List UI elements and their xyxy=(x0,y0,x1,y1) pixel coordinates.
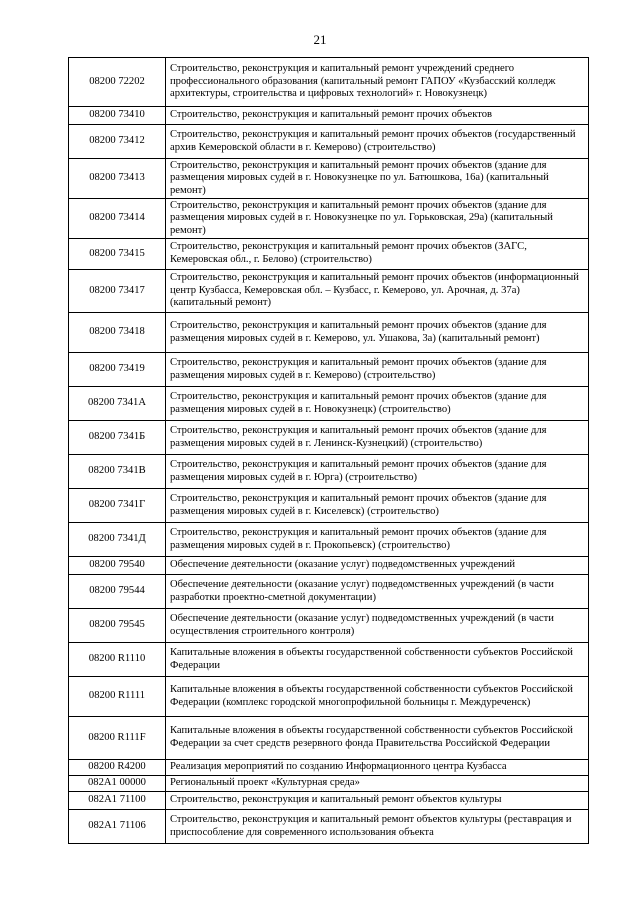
table-row xyxy=(69,810,589,844)
table-row xyxy=(69,523,589,557)
description-cell: Строительство, реконструкция и капитальный ремонт прочих объектов xyxy=(166,107,589,125)
code-cell: 08200 R4200 xyxy=(69,760,166,776)
code-cell: 08200 73418 xyxy=(69,313,166,353)
description-cell: Строительство, реконструкция и капитальный ремонт прочих объектов (здание для размещения мировых судей в г. Кемерово) (строительство) xyxy=(166,353,589,387)
code-cell: 08200 7341Д xyxy=(69,523,166,557)
code-cell: 08200 73413 xyxy=(69,159,166,199)
description-cell: Капитальные вложения в объекты государственной собственности субъектов Российской Федерации xyxy=(166,643,589,677)
description-cell: Обеспечение деятельности (оказание услуг) подведомственных учреждений xyxy=(166,557,589,575)
table-row xyxy=(69,199,589,239)
table-row xyxy=(69,760,589,776)
code-cell: 08200 7341Г xyxy=(69,489,166,523)
description-cell: Строительство, реконструкция и капитальный ремонт прочих объектов (здание для размещения мировых судей в г. Новокузнецке по ул. Батюшкова, 16а) (капитальный ремонт) xyxy=(166,159,589,199)
description-cell: Строительство, реконструкция и капитальный ремонт прочих объектов (информационный центр Кузбасса, Кемеровская обл. – Кузбасс, г. Кемерово, ул. Арочная, д. 37а) (капитальный ремонт) xyxy=(166,270,589,313)
description-cell: Строительство, реконструкция и капитальный ремонт прочих объектов (здание для размещения мировых судей в г. Ленинск-Кузнецкий) (строительство) xyxy=(166,421,589,455)
table-row xyxy=(69,643,589,677)
description-cell: Строительство, реконструкция и капитальный ремонт объектов культуры (реставрация и приспособление для современного использования объекта xyxy=(166,810,589,844)
table-row xyxy=(69,792,589,810)
description-cell: Обеспечение деятельности (оказание услуг) подведомственных учреждений (в части осуществления строительного контроля) xyxy=(166,609,589,643)
code-cell: 08200 79540 xyxy=(69,557,166,575)
table-row xyxy=(69,125,589,159)
description-cell: Строительство, реконструкция и капитальный ремонт прочих объектов (здание для размещения мировых судей в г. Юрга) (строительство) xyxy=(166,455,589,489)
code-cell: 08200 R1110 xyxy=(69,643,166,677)
description-cell: Строительство, реконструкция и капитальный ремонт учреждений среднего профессионального образования (капитальный ремонт ГАПОУ «Кузбасский колледж архитектуры, строительства и цифровых технологий» г. Новокузнецк) xyxy=(166,58,589,107)
description-cell: Капитальные вложения в объекты государственной собственности субъектов Российской Федерации за счет средств резервного фонда Правительства Российской Федерации xyxy=(166,717,589,760)
table-row xyxy=(69,455,589,489)
code-cell: 08200 7341В xyxy=(69,455,166,489)
table-row xyxy=(69,270,589,313)
table-row xyxy=(69,421,589,455)
code-cell: 08200 73414 xyxy=(69,199,166,239)
table-row xyxy=(69,313,589,353)
description-cell: Строительство, реконструкция и капитальный ремонт прочих объектов (здание для размещения мировых судей в г. Новокузнецке по ул. Горьковская, 29а) (капитальный ремонт) xyxy=(166,199,589,239)
code-cell: 08200 73415 xyxy=(69,239,166,270)
table-row xyxy=(69,557,589,575)
table-row xyxy=(69,353,589,387)
code-cell: 08200 79545 xyxy=(69,609,166,643)
table-row xyxy=(69,387,589,421)
description-cell: Строительство, реконструкция и капитальный ремонт прочих объектов (здание для размещения мировых судей в г. Новокузнецк) (строительство) xyxy=(166,387,589,421)
code-cell: 08200 73410 xyxy=(69,107,166,125)
description-cell: Капитальные вложения в объекты государственной собственности субъектов Российской Федерации (комплекс городской многопрофильной больницы г. Междуреченск) xyxy=(166,677,589,717)
table-row xyxy=(69,609,589,643)
code-cell: 082А1 71100 xyxy=(69,792,166,810)
description-cell: Строительство, реконструкция и капитальный ремонт объектов культуры xyxy=(166,792,589,810)
table-row xyxy=(69,489,589,523)
table-row xyxy=(69,159,589,199)
code-cell: 08200 7341А xyxy=(69,387,166,421)
code-cell: 082А1 00000 xyxy=(69,776,166,792)
description-cell: Строительство, реконструкция и капитальный ремонт прочих объектов (здание для размещения мировых судей в г. Кемерово, ул. Ушакова, 3а) (капитальный ремонт) xyxy=(166,313,589,353)
code-cell: 08200 72202 xyxy=(69,58,166,107)
description-cell: Региональный проект «Культурная среда» xyxy=(166,776,589,792)
page-number: 21 xyxy=(313,32,327,47)
table-row xyxy=(69,717,589,760)
code-cell: 08200 7341Б xyxy=(69,421,166,455)
code-cell: 08200 73419 xyxy=(69,353,166,387)
code-cell: 082А1 71106 xyxy=(69,810,166,844)
description-cell: Строительство, реконструкция и капитальный ремонт прочих объектов (здание для размещения мировых судей в г. Прокопьевск) (строительство) xyxy=(166,523,589,557)
code-cell: 08200 73412 xyxy=(69,125,166,159)
table-row xyxy=(69,58,589,107)
classification-table xyxy=(68,57,589,844)
description-cell: Обеспечение деятельности (оказание услуг) подведомственных учреждений (в части разработки проектно-сметной документации) xyxy=(166,575,589,609)
code-cell: 08200 73417 xyxy=(69,270,166,313)
table-row xyxy=(69,776,589,792)
table-row xyxy=(69,239,589,270)
description-cell: Строительство, реконструкция и капитальный ремонт прочих объектов (здание для размещения мировых судей в г. Киселевск) (строительство) xyxy=(166,489,589,523)
table-row xyxy=(69,107,589,125)
table-row xyxy=(69,575,589,609)
code-cell: 08200 R111F xyxy=(69,717,166,760)
code-cell: 08200 79544 xyxy=(69,575,166,609)
description-cell: Строительство, реконструкция и капитальный ремонт прочих объектов (государственный архив Кемеровской области в г. Кемерово) (строительство) xyxy=(166,125,589,159)
table-row xyxy=(69,677,589,717)
description-cell: Реализация мероприятий по созданию Информационного центра Кузбасса xyxy=(166,760,589,776)
description-cell: Строительство, реконструкция и капитальный ремонт прочих объектов (ЗАГС, Кемеровская обл., г. Белово) (строительство) xyxy=(166,239,589,270)
code-cell: 08200 R1111 xyxy=(69,677,166,717)
